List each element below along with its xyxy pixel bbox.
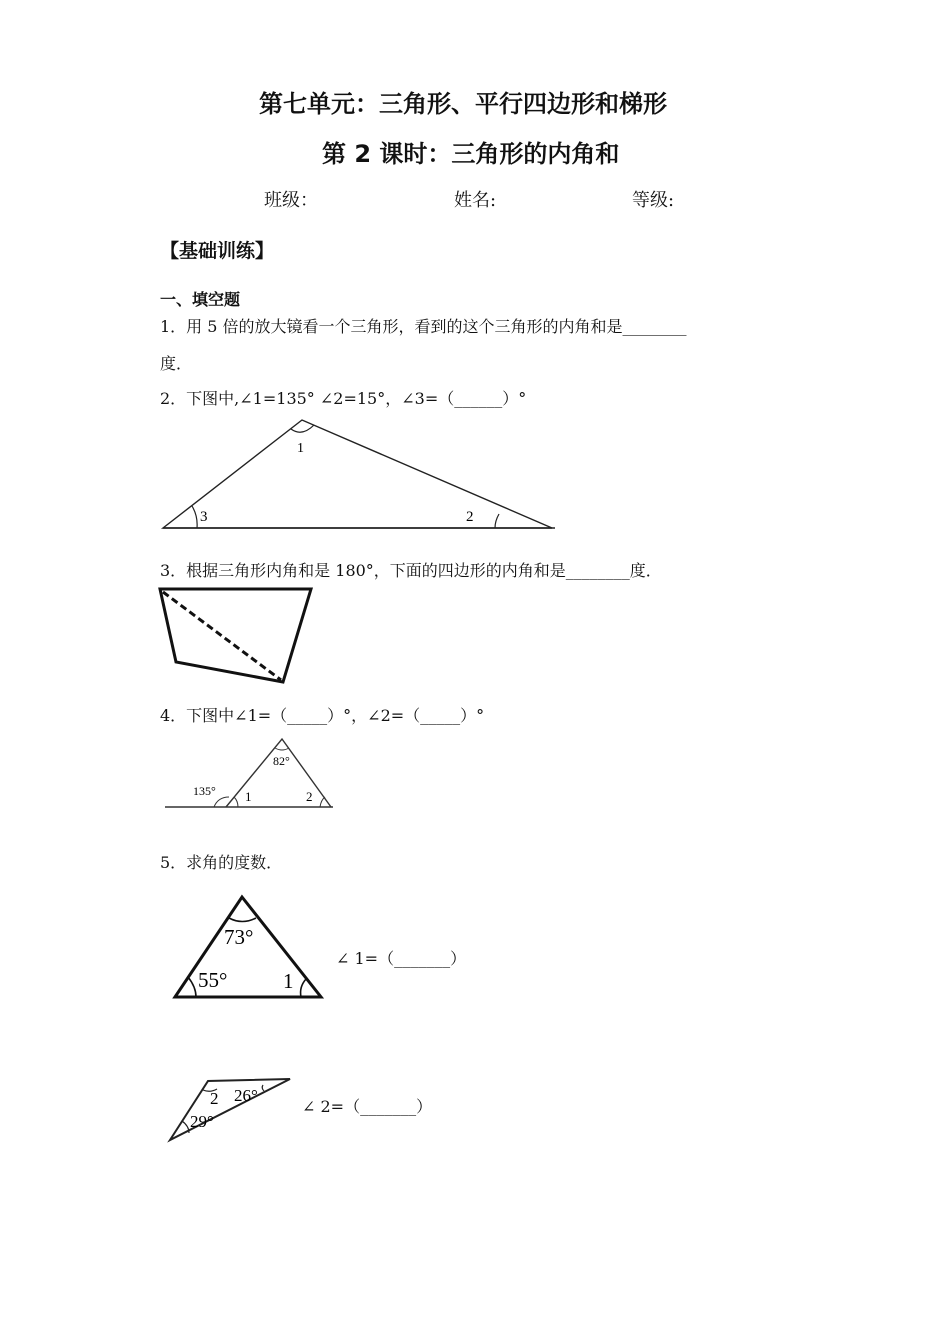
- question-1-line-2: 度．: [160, 354, 193, 373]
- class-label: 班级：: [264, 190, 318, 211]
- fig2-angle-2: 2: [466, 509, 474, 525]
- question-1-line-1: 1．用 5 倍的放大镜看一个三角形，看到的这个三角形的内角和是________: [160, 317, 687, 336]
- lesson-title: 第 2 课时：三角形的内角和: [322, 140, 620, 168]
- question-4: 4．下图中∠1=（_____）°，∠2=（_____）°: [160, 706, 485, 725]
- fig5a-right-angle: 1: [283, 969, 294, 993]
- question-5-part-b: ∠ 2=（_______）: [302, 1097, 433, 1116]
- question-2: 2．下图中,∠1=135° ∠2=15°，∠3=（______）°: [160, 389, 527, 408]
- fig5b-angle-2: 2: [210, 1089, 219, 1108]
- name-label: 姓名:: [454, 190, 497, 211]
- grade-label: 等级:: [632, 190, 675, 211]
- fig4-angle-1: 1: [245, 789, 252, 804]
- question-3: 3．根据三角形内角和是 180°，下面的四边形的内角和是________度．: [160, 561, 662, 580]
- question-5: 5．求角的度数．: [160, 853, 283, 872]
- section-title: 【基础训练】: [160, 240, 275, 262]
- unit-title: 第七单元：三角形、平行四边形和梯形: [259, 90, 667, 118]
- fig4-exterior-angle: 135°: [193, 784, 216, 798]
- fig4-apex-angle: 82°: [273, 754, 290, 768]
- part-title: 一、填空题: [160, 290, 241, 309]
- fig2-angle-1: 1: [297, 441, 304, 456]
- fig5a-left-angle: 55°: [198, 968, 228, 992]
- fig4-angle-2: 2: [306, 789, 313, 804]
- fig5a-top-angle: 73°: [224, 925, 254, 949]
- question-5-part-a: ∠ 1=（_______）: [336, 949, 467, 968]
- fig5b-angle-26: 26°: [234, 1086, 258, 1105]
- fig2-angle-3: 3: [200, 509, 208, 525]
- fig5b-angle-29: 29°: [190, 1112, 214, 1131]
